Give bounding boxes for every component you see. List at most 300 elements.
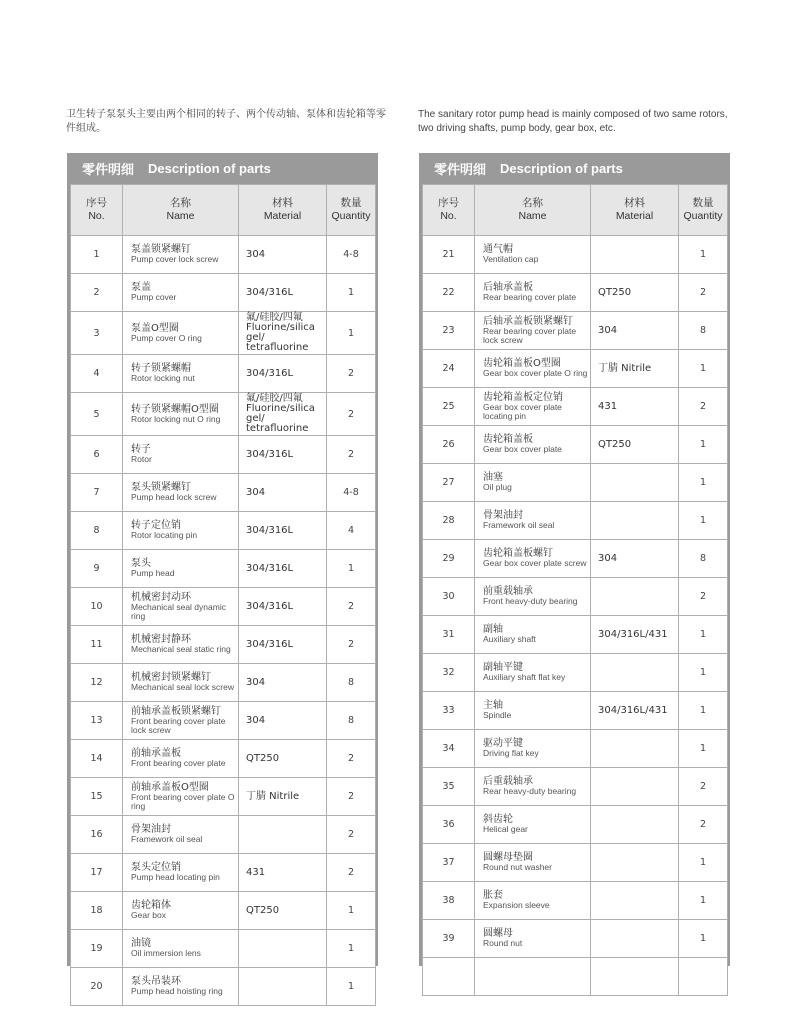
- header-name-zh: 名称: [522, 197, 543, 209]
- header-material: [239, 185, 327, 236]
- cell-name: [475, 958, 591, 996]
- table-row: [423, 388, 728, 426]
- part-name-zh: 后重载轴承: [483, 776, 533, 787]
- part-name-zh: 骨架油封: [483, 510, 523, 521]
- part-name-en: Round nut washer: [483, 862, 552, 872]
- part-name-en: Auxiliary shaft flat key: [483, 672, 566, 682]
- header-material-zh: 材料: [624, 197, 645, 209]
- part-name-zh: 机械密封动环: [131, 591, 191, 603]
- cell-quantity: 1: [679, 502, 728, 540]
- cell-no: 13: [71, 702, 123, 740]
- part-name-en: Rear heavy-duty bearing: [483, 786, 577, 796]
- cell-quantity: 1: [679, 236, 728, 274]
- part-name-en: Oil immersion lens: [131, 948, 201, 958]
- cell-name: [123, 436, 239, 474]
- cell-name: [123, 816, 239, 854]
- header-name: [475, 185, 591, 236]
- cell-quantity: 2: [327, 626, 376, 664]
- part-name-zh: 后轴承盖板: [483, 282, 533, 293]
- cell-material: 304: [239, 702, 327, 740]
- cell-no: 37: [423, 844, 475, 882]
- cell-quantity: 2: [679, 806, 728, 844]
- cell-material: [591, 730, 679, 768]
- cell-quantity: 4-8: [327, 236, 376, 274]
- table-row: [423, 958, 728, 996]
- cell-quantity: 1: [327, 312, 376, 355]
- cell-material: [591, 502, 679, 540]
- cell-material: 304: [239, 474, 327, 512]
- cell-quantity: 2: [679, 578, 728, 616]
- table-row: [71, 236, 376, 274]
- cell-name: [475, 730, 591, 768]
- cell-name: [475, 844, 591, 882]
- cell-no: 27: [423, 464, 475, 502]
- table-row: [423, 236, 728, 274]
- cell-name: [123, 854, 239, 892]
- table-header-row: [423, 185, 728, 236]
- cell-material: [591, 464, 679, 502]
- parts-panel-right: [419, 153, 730, 966]
- table-row: [423, 426, 728, 464]
- header-no-zh: 序号: [438, 197, 459, 209]
- cell-quantity: 2: [679, 274, 728, 312]
- panel-title-en: Description of parts: [148, 161, 271, 176]
- header-no: [71, 185, 123, 236]
- cell-no: 34: [423, 730, 475, 768]
- part-name-en: Auxiliary shaft: [483, 634, 536, 644]
- table-row: [423, 844, 728, 882]
- cell-no: 12: [71, 664, 123, 702]
- cell-quantity: 1: [679, 844, 728, 882]
- part-name-en: Pump head lock screw: [131, 492, 217, 502]
- part-name-en: Pump cover lock screw: [131, 254, 219, 264]
- cell-material: QT250: [591, 274, 679, 312]
- cell-name: [123, 702, 239, 740]
- header-name: [123, 185, 239, 236]
- cell-name: [475, 882, 591, 920]
- header-material-zh: 材料: [272, 197, 293, 209]
- part-name-zh: 胀套: [483, 890, 503, 901]
- cell-quantity: 1: [679, 616, 728, 654]
- cell-name: [475, 388, 591, 426]
- cell-name: [123, 740, 239, 778]
- header-name-en: Name: [166, 210, 195, 222]
- header-quantity: [679, 185, 728, 236]
- cell-material: [239, 816, 327, 854]
- cell-name: [123, 968, 239, 1006]
- cell-material: [591, 236, 679, 274]
- table-row: [423, 806, 728, 844]
- cell-name: [123, 312, 239, 355]
- cell-name: [123, 778, 239, 816]
- cell-name: [123, 236, 239, 274]
- part-name-zh: 齿轮箱盖板O型圈: [483, 358, 561, 369]
- cell-name: [123, 550, 239, 588]
- table-row: [423, 920, 728, 958]
- panel-title: [70, 153, 375, 184]
- cell-name: [475, 578, 591, 616]
- cell-material: 304/316L: [239, 588, 327, 626]
- part-name-en: Mechanical seal dynamic ring: [131, 601, 226, 621]
- parts-table: [422, 184, 728, 996]
- cell-material: [591, 768, 679, 806]
- cell-material: 丁腈 Nitrile: [239, 778, 327, 816]
- part-name-en: Gear box: [131, 910, 166, 920]
- part-name-en: Rear bearing cover plate: [483, 292, 577, 302]
- cell-no: 14: [71, 740, 123, 778]
- cell-no: 11: [71, 626, 123, 664]
- cell-material: QT250: [591, 426, 679, 464]
- cell-material: [239, 968, 327, 1006]
- parts-table-body: [423, 236, 728, 996]
- table-row: [71, 474, 376, 512]
- part-name-zh: 副轴: [483, 624, 503, 635]
- table-row: [423, 616, 728, 654]
- part-name-en: Ventilation cap: [483, 254, 539, 264]
- cell-quantity: 8: [679, 312, 728, 350]
- cell-no: 6: [71, 436, 123, 474]
- table-row: [71, 892, 376, 930]
- table-row: [423, 578, 728, 616]
- header-name-zh: 名称: [170, 197, 191, 209]
- part-name-en: Rotor: [131, 454, 152, 464]
- part-name-en: Front bearing cover plate lock screw: [131, 715, 226, 735]
- table-row: [71, 312, 376, 355]
- cell-material: 304/316L/431: [591, 616, 679, 654]
- cell-material: 氟/硅胶/四氟 Fluorine/silica gel/ tetrafluorine: [239, 312, 327, 355]
- cell-name: [123, 355, 239, 393]
- part-name-en: Driving flat key: [483, 748, 539, 758]
- part-name-en: Gear box cover plate screw: [483, 558, 587, 568]
- table-row: [423, 768, 728, 806]
- part-name-zh: 转子: [131, 444, 151, 455]
- cell-material: 304/316L: [239, 355, 327, 393]
- part-name-en: Expansion sleeve: [483, 900, 550, 910]
- part-name-zh: 骨架油封: [131, 824, 171, 835]
- cell-no: 30: [423, 578, 475, 616]
- cell-no: 20: [71, 968, 123, 1006]
- panel-title-zh: 零件明细: [82, 163, 135, 178]
- cell-quantity: 2: [327, 816, 376, 854]
- cell-no: 19: [71, 930, 123, 968]
- cell-quantity: 1: [679, 654, 728, 692]
- table-row: [71, 778, 376, 816]
- cell-no: 17: [71, 854, 123, 892]
- part-name-en: Pump head hoisting ring: [131, 986, 223, 996]
- cell-name: [475, 426, 591, 464]
- part-name-en: Framework oil seal: [131, 834, 203, 844]
- part-name-en: Gear box cover plate O ring: [483, 368, 588, 378]
- cell-quantity: 2: [679, 768, 728, 806]
- table-row: [423, 502, 728, 540]
- cell-name: [475, 464, 591, 502]
- cell-quantity: 2: [327, 355, 376, 393]
- panel-title-zh: 零件明细: [434, 163, 487, 178]
- header-no-zh: 序号: [86, 197, 107, 209]
- cell-material: 304/316L/431: [591, 692, 679, 730]
- part-name-en: Front bearing cover plate: [131, 758, 226, 768]
- part-name-zh: 转子锁紧螺帽: [131, 363, 191, 374]
- table-row: [71, 854, 376, 892]
- cell-no: 24: [423, 350, 475, 388]
- part-name-en: Helical gear: [483, 824, 528, 834]
- header-qty-en: Quantity: [683, 210, 723, 222]
- cell-no: 22: [423, 274, 475, 312]
- part-name-zh: 油塞: [483, 472, 503, 483]
- part-name-zh: 泵头: [131, 558, 151, 569]
- parts-table: [70, 184, 376, 1006]
- header-qty-zh: 数量: [340, 197, 362, 209]
- cell-material: 氟/硅胶/四氟 Fluorine/silica gel/ tetrafluorine: [239, 393, 327, 436]
- cell-material: 304/316L: [239, 512, 327, 550]
- part-name-en: Mechanical seal lock screw: [131, 682, 234, 692]
- cell-material: [239, 930, 327, 968]
- cell-no: 29: [423, 540, 475, 578]
- part-name-zh: 圆螺母垫圈: [483, 852, 533, 863]
- cell-material: [591, 654, 679, 692]
- part-name-en: Spindle: [483, 710, 512, 720]
- table-row: [71, 816, 376, 854]
- part-name-en: Gear box cover plate: [483, 444, 562, 454]
- cell-no: 5: [71, 393, 123, 436]
- cell-no: 16: [71, 816, 123, 854]
- table-row: [71, 968, 376, 1006]
- table-row: [71, 930, 376, 968]
- part-name-en: Pump cover O ring: [131, 332, 202, 343]
- cell-no: 10: [71, 588, 123, 626]
- cell-no: [423, 958, 475, 996]
- header-material: [591, 185, 679, 236]
- part-name-en: Rotor locking nut O ring: [131, 413, 221, 424]
- cell-material: 431: [591, 388, 679, 426]
- cell-no: 2: [71, 274, 123, 312]
- cell-no: 1: [71, 236, 123, 274]
- cell-no: 32: [423, 654, 475, 692]
- cell-name: [123, 512, 239, 550]
- cell-quantity: 1: [679, 692, 728, 730]
- cell-name: [475, 768, 591, 806]
- cell-no: 31: [423, 616, 475, 654]
- cell-quantity: 2: [327, 588, 376, 626]
- cell-material: 304/316L: [239, 626, 327, 664]
- header-material-en: Material: [615, 210, 654, 222]
- cell-quantity: 4-8: [327, 474, 376, 512]
- part-name-zh: 圆螺母: [483, 928, 513, 939]
- cell-no: 15: [71, 778, 123, 816]
- cell-no: 35: [423, 768, 475, 806]
- intro-chinese: 卫生转子泵泵头主要由两个相同的转子、两个传动轴、泵体和齿轮箱等零件组成。: [66, 109, 386, 134]
- part-name-zh: 泵头吊装环: [131, 976, 181, 987]
- part-name-zh: 前重载轴承: [483, 586, 533, 597]
- table-row: [423, 274, 728, 312]
- header-qty-en: Quantity: [331, 210, 371, 222]
- part-name-en: Oil plug: [483, 482, 512, 492]
- part-name-zh: 副轴平键: [483, 662, 523, 673]
- part-name-en: Front heavy-duty bearing: [483, 596, 578, 606]
- cell-quantity: 1: [679, 730, 728, 768]
- table-row: [423, 350, 728, 388]
- cell-no: 4: [71, 355, 123, 393]
- cell-name: [123, 274, 239, 312]
- cell-name: [123, 664, 239, 702]
- part-name-zh: 泵盖O型圈: [131, 322, 179, 334]
- table-row: [71, 626, 376, 664]
- part-name-zh: 齿轮箱体: [131, 900, 171, 911]
- cell-quantity: 2: [679, 388, 728, 426]
- cell-material: 丁腈 Nitrile: [591, 350, 679, 388]
- cell-quantity: 1: [327, 892, 376, 930]
- part-name-zh: 前轴承盖板锁紧螺钉: [131, 705, 221, 717]
- cell-quantity: 2: [327, 393, 376, 436]
- part-name-en: Rotor locking nut: [131, 373, 195, 383]
- cell-quantity: 1: [327, 550, 376, 588]
- table-row: [71, 588, 376, 626]
- table-row: [423, 464, 728, 502]
- cell-material: QT250: [239, 740, 327, 778]
- table-row: [423, 882, 728, 920]
- table-row: [71, 664, 376, 702]
- part-name-zh: 泵盖锁紧螺钉: [131, 244, 191, 255]
- cell-quantity: 1: [679, 426, 728, 464]
- cell-quantity: 2: [327, 854, 376, 892]
- cell-quantity: [679, 958, 728, 996]
- table-row: [71, 274, 376, 312]
- part-name-zh: 齿轮箱盖板: [483, 434, 533, 445]
- part-name-zh: 通气帽: [483, 244, 513, 255]
- cell-no: 3: [71, 312, 123, 355]
- cell-material: [591, 882, 679, 920]
- cell-no: 25: [423, 388, 475, 426]
- part-name-zh: 齿轮箱盖板定位销: [483, 391, 563, 403]
- cell-name: [475, 502, 591, 540]
- parts-panel-left: [67, 153, 378, 996]
- cell-no: 8: [71, 512, 123, 550]
- cell-material: 304: [591, 540, 679, 578]
- part-name-zh: 齿轮箱盖板螺钉: [483, 548, 553, 559]
- parts-table-body: [71, 236, 376, 1006]
- cell-quantity: 4: [327, 512, 376, 550]
- intro-english: The sanitary rotor pump head is mainly composed of two same rotors, two driving shafts, pump body, gear box, etc.: [418, 109, 728, 134]
- table-row: [71, 702, 376, 740]
- table-row: [71, 512, 376, 550]
- part-name-en: Rear bearing cover plate lock screw: [483, 325, 577, 345]
- cell-material: 431: [239, 854, 327, 892]
- part-name-zh: 后轴承盖板锁紧螺钉: [483, 315, 573, 327]
- cell-no: 23: [423, 312, 475, 350]
- part-name-en: Pump head: [131, 568, 175, 578]
- cell-no: 9: [71, 550, 123, 588]
- cell-quantity: 1: [679, 464, 728, 502]
- cell-name: [123, 626, 239, 664]
- cell-material: [591, 958, 679, 996]
- cell-name: [475, 350, 591, 388]
- cell-quantity: 1: [327, 274, 376, 312]
- part-name-zh: 泵头锁紧螺钉: [131, 482, 191, 493]
- cell-material: 304/316L: [239, 436, 327, 474]
- cell-name: [475, 274, 591, 312]
- cell-name: [123, 588, 239, 626]
- header-qty-zh: 数量: [692, 197, 714, 209]
- part-name-en: Front bearing cover plate O ring: [131, 791, 235, 811]
- cell-name: [123, 393, 239, 436]
- part-name-zh: 斜齿轮: [483, 814, 513, 825]
- part-name-zh: 驱动平键: [483, 738, 523, 749]
- cell-no: 33: [423, 692, 475, 730]
- part-name-zh: 泵头定位销: [131, 862, 181, 873]
- cell-quantity: 2: [327, 778, 376, 816]
- table-row: [423, 312, 728, 350]
- cell-name: [475, 920, 591, 958]
- cell-name: [123, 930, 239, 968]
- cell-no: 26: [423, 426, 475, 464]
- cell-material: [591, 920, 679, 958]
- cell-name: [475, 616, 591, 654]
- cell-name: [475, 692, 591, 730]
- cell-material: [591, 578, 679, 616]
- part-name-zh: 泵盖: [131, 282, 151, 293]
- cell-no: 28: [423, 502, 475, 540]
- part-name-en: Pump cover: [131, 292, 177, 302]
- table-row: [423, 730, 728, 768]
- cell-name: [123, 474, 239, 512]
- cell-no: 38: [423, 882, 475, 920]
- cell-material: 304: [239, 664, 327, 702]
- cell-no: 36: [423, 806, 475, 844]
- header-name-en: Name: [518, 210, 547, 222]
- part-name-zh: 机械密封静环: [131, 634, 191, 645]
- table-row: [71, 393, 376, 436]
- cell-name: [475, 540, 591, 578]
- part-name-en: Framework oil seal: [483, 520, 555, 530]
- table-header-row: [71, 185, 376, 236]
- part-name-zh: 油镜: [131, 938, 151, 949]
- part-name-en: Round nut: [483, 938, 523, 948]
- header-no: [423, 185, 475, 236]
- part-name-en: Pump head locating pin: [131, 872, 220, 882]
- header-no-en: No.: [440, 210, 457, 222]
- cell-name: [123, 892, 239, 930]
- panel-title-en: Description of parts: [500, 161, 623, 176]
- table-row: [71, 355, 376, 393]
- header-no-en: No.: [88, 210, 105, 222]
- table-row: [423, 654, 728, 692]
- part-name-en: Rotor locating pin: [131, 530, 198, 540]
- cell-name: [475, 236, 591, 274]
- cell-material: 304: [239, 236, 327, 274]
- cell-name: [475, 312, 591, 350]
- cell-quantity: 2: [327, 740, 376, 778]
- cell-quantity: 1: [679, 882, 728, 920]
- cell-quantity: 1: [327, 930, 376, 968]
- cell-quantity: 1: [679, 920, 728, 958]
- cell-material: 304/316L: [239, 550, 327, 588]
- panel-title: [422, 153, 727, 184]
- cell-material: [591, 806, 679, 844]
- cell-no: 39: [423, 920, 475, 958]
- cell-quantity: 1: [679, 350, 728, 388]
- cell-quantity: 8: [679, 540, 728, 578]
- part-name-zh: 转子定位销: [131, 520, 181, 531]
- header-quantity: [327, 185, 376, 236]
- cell-material: 304: [591, 312, 679, 350]
- cell-quantity: 8: [327, 702, 376, 740]
- table-row: [71, 740, 376, 778]
- part-name-zh: 机械密封锁紧螺钉: [131, 672, 211, 683]
- cell-material: QT250: [239, 892, 327, 930]
- cell-no: 18: [71, 892, 123, 930]
- table-row: [71, 436, 376, 474]
- cell-quantity: 2: [327, 436, 376, 474]
